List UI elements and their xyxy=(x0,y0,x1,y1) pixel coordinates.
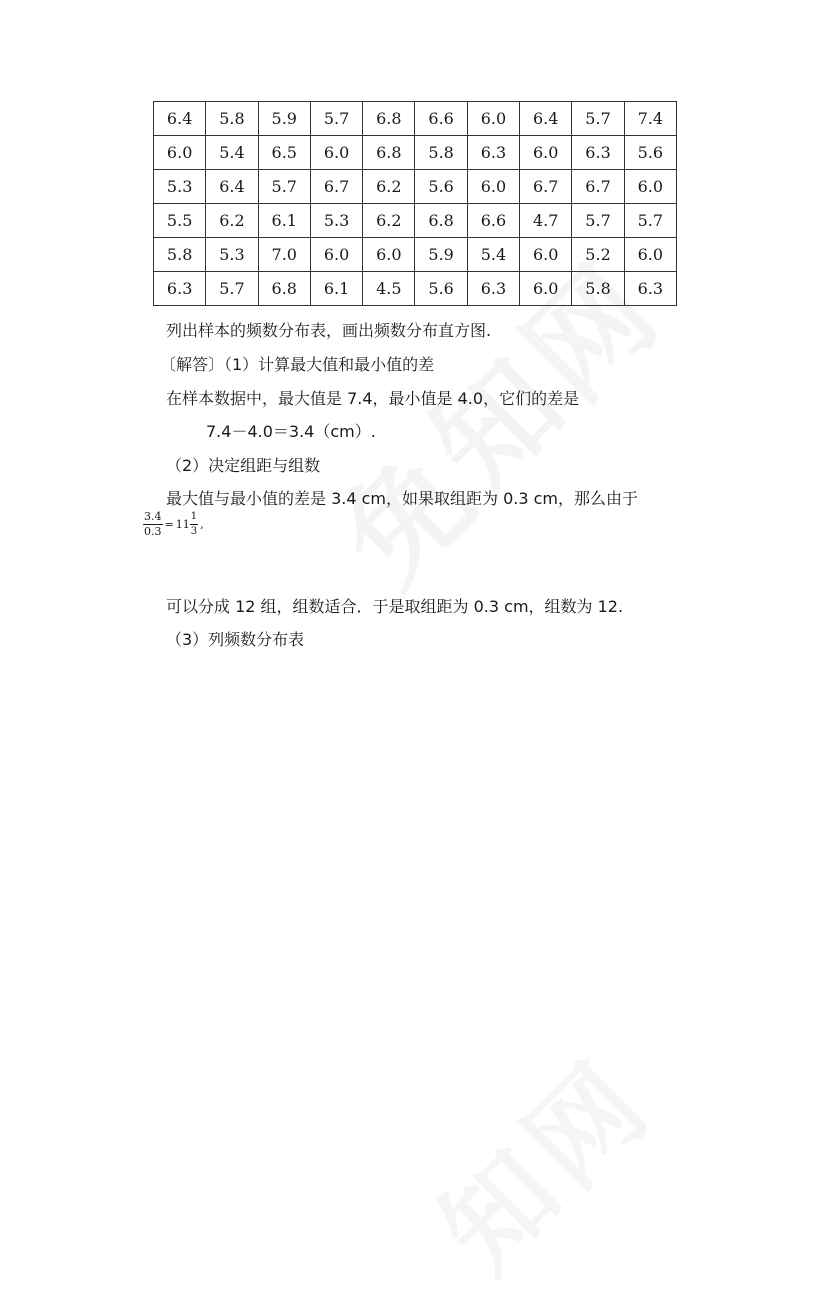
answer-text: 最大值与最小值的差是 3.4 cm，如果取组距为 0.3 cm，那么由于 xyxy=(166,489,639,508)
table-cell: 6.4 xyxy=(206,170,258,204)
instruction-text: 列出样本的频数分布表，画出频数分布直方图. xyxy=(166,321,492,340)
sample-data-table xyxy=(153,101,677,306)
table-cell: 5.3 xyxy=(310,204,362,238)
table-cell: 6.0 xyxy=(310,238,362,272)
table-cell: 6.3 xyxy=(572,136,624,170)
table-cell: 6.0 xyxy=(154,136,206,170)
table-cell: 5.5 xyxy=(154,204,206,238)
table-cell: 6.0 xyxy=(310,136,362,170)
table-cell: 6.2 xyxy=(206,204,258,238)
table-cell: 5.4 xyxy=(206,136,258,170)
table-row xyxy=(154,272,677,306)
table-cell: 6.8 xyxy=(415,204,467,238)
table-cell: 5.6 xyxy=(415,170,467,204)
table-cell: 6.2 xyxy=(363,204,415,238)
table-cell: 5.6 xyxy=(415,272,467,306)
table-cell: 5.3 xyxy=(206,238,258,272)
table-cell: 6.8 xyxy=(363,136,415,170)
table-cell: 5.4 xyxy=(467,238,519,272)
table-cell: 5.9 xyxy=(415,238,467,272)
answer-step-1-heading: 〔解答〕（1）计算最大值和最小值的差 xyxy=(160,355,435,374)
table-row xyxy=(154,136,677,170)
table-cell: 6.7 xyxy=(572,170,624,204)
table-cell: 6.0 xyxy=(624,238,676,272)
equals-sign: = xyxy=(164,518,174,531)
table-cell: 6.8 xyxy=(258,272,310,306)
table-row xyxy=(154,102,677,136)
comma: , xyxy=(200,518,204,531)
table-cell: 7.4 xyxy=(624,102,676,136)
table-cell: 5.7 xyxy=(258,170,310,204)
table-cell: 5.6 xyxy=(624,136,676,170)
answer-step-2-heading: （2）决定组距与组数 xyxy=(166,456,321,475)
answer-text: 可以分成 12 组，组数适合．于是取组距为 0.3 cm，组数为 12. xyxy=(166,597,624,616)
table-cell: 6.0 xyxy=(467,170,519,204)
table-cell: 5.8 xyxy=(572,272,624,306)
table-cell: 4.7 xyxy=(520,204,572,238)
table-cell: 6.0 xyxy=(520,136,572,170)
table-cell: 5.7 xyxy=(572,102,624,136)
table-cell: 6.1 xyxy=(310,272,362,306)
fraction-numerator: 3.4 xyxy=(144,510,162,523)
table-cell: 5.7 xyxy=(206,272,258,306)
answer-text: 在样本数据中，最大值是 7.4，最小值是 4.0，它们的差是 xyxy=(166,389,580,408)
table-cell: 4.5 xyxy=(363,272,415,306)
table-cell: 7.0 xyxy=(258,238,310,272)
table-cell: 6.3 xyxy=(467,136,519,170)
table-cell: 6.0 xyxy=(520,272,572,306)
mixed-denominator: 3 xyxy=(190,526,198,537)
table-cell: 6.3 xyxy=(624,272,676,306)
table-row xyxy=(154,238,677,272)
table-cell: 6.2 xyxy=(363,170,415,204)
table-cell: 6.3 xyxy=(154,272,206,306)
table-cell: 5.8 xyxy=(154,238,206,272)
table-cell: 5.2 xyxy=(572,238,624,272)
table-cell: 6.4 xyxy=(154,102,206,136)
table-row xyxy=(154,170,677,204)
table-cell: 6.0 xyxy=(520,238,572,272)
table-cell: 5.9 xyxy=(258,102,310,136)
table-cell: 6.8 xyxy=(363,102,415,136)
table-cell: 6.6 xyxy=(467,204,519,238)
table-cell: 6.7 xyxy=(310,170,362,204)
table-cell: 6.1 xyxy=(258,204,310,238)
mixed-whole: 11 xyxy=(175,518,190,531)
table-cell: 5.7 xyxy=(624,204,676,238)
fraction-equation xyxy=(143,511,204,538)
table-cell: 6.0 xyxy=(467,102,519,136)
answer-step-3-heading: （3）列频数分布表 xyxy=(166,630,305,649)
table-cell: 5.3 xyxy=(154,170,206,204)
fraction-denominator: 0.3 xyxy=(144,525,162,538)
table-cell: 6.5 xyxy=(258,136,310,170)
table-cell: 6.6 xyxy=(415,102,467,136)
table-cell: 6.7 xyxy=(520,170,572,204)
table-cell: 6.0 xyxy=(624,170,676,204)
table-cell: 5.8 xyxy=(415,136,467,170)
table-cell: 6.4 xyxy=(520,102,572,136)
table-row xyxy=(154,204,677,238)
table-cell: 5.7 xyxy=(310,102,362,136)
table-cell: 6.0 xyxy=(363,238,415,272)
mixed-numerator: 1 xyxy=(190,511,198,525)
table-cell: 5.8 xyxy=(206,102,258,136)
table-cell: 6.3 xyxy=(467,272,519,306)
equation: 7.4－4.0＝3.4（cm）. xyxy=(206,422,376,441)
table-cell: 5.7 xyxy=(572,204,624,238)
watermark xyxy=(399,1018,680,1299)
